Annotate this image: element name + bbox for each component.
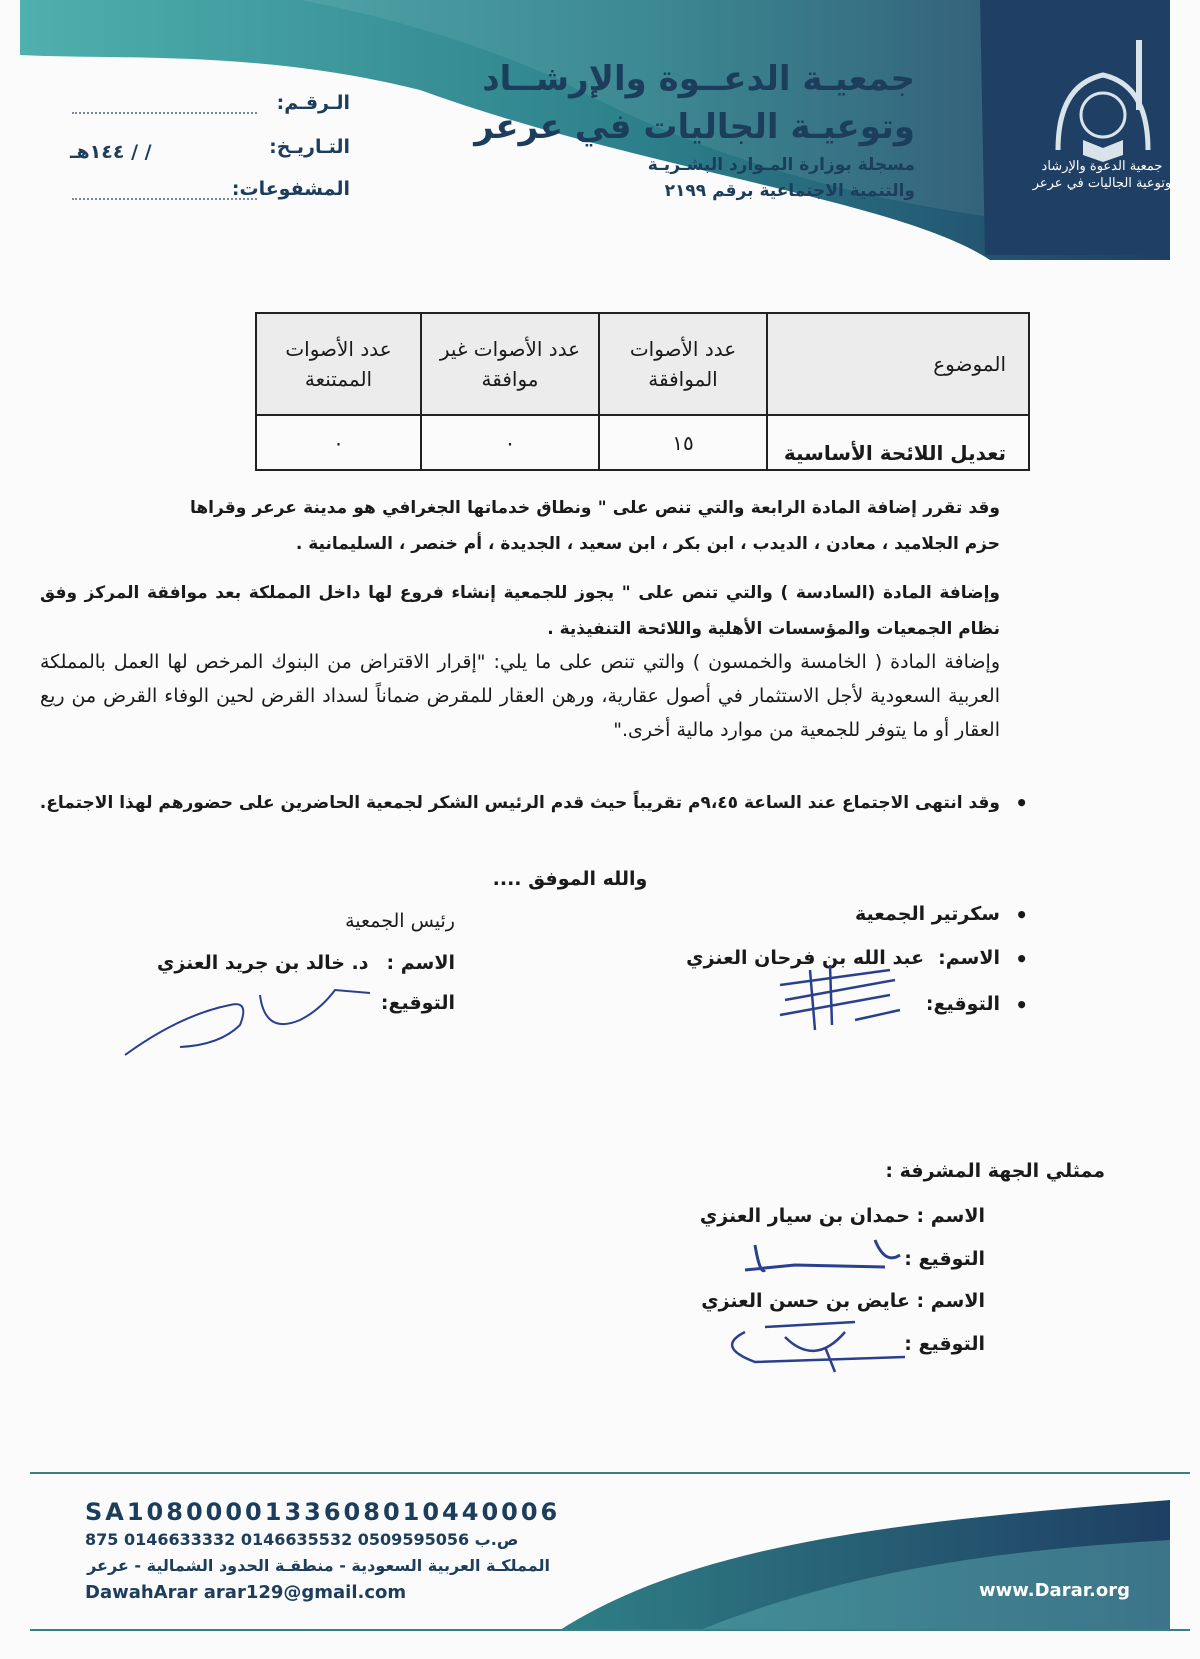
votes-table xyxy=(255,312,1030,471)
cell-abstain: ٠ xyxy=(256,415,421,470)
secretary-name: عبد الله بن فرحان العنزي xyxy=(686,947,925,969)
footer-address: المملكـة العربية السعودية - منطقـة الحدود الشمالية - عرعر xyxy=(87,1556,550,1575)
rep2-sign-label: التوقيع : xyxy=(904,1333,985,1355)
cell-reject: ٠ xyxy=(421,415,599,470)
footer-contacts: 875 ص.ب 0509595056 0146635532 0146633332 xyxy=(85,1530,519,1549)
rep1-signature xyxy=(735,1225,915,1285)
rep2-name: الاسم : عايض بن حسن العنزي xyxy=(701,1290,985,1312)
secretary-name-label: • الاسم: xyxy=(938,947,1000,969)
table-header-row xyxy=(256,313,1029,415)
president-signature xyxy=(120,975,380,1065)
footer-social[interactable]: DawahArar arar129@gmail.com xyxy=(85,1582,407,1603)
cell-subject: تعديل اللائحة الأساسية xyxy=(767,415,1029,470)
paragraph-meeting-end: • وقد انتهى الاجتماع عند الساعة ٩،٤٥م تقريباً حيث قدم الرئيس الشكر لجمعية الحاضرين على حضورهم لهذا الاجتماع. xyxy=(35,785,1000,821)
date-value: / / ١٤٤هـ xyxy=(70,141,152,163)
cell-approve: ١٥ xyxy=(599,415,767,470)
ref-number-field xyxy=(72,112,257,114)
closing-text: والله الموفق .... xyxy=(492,868,648,890)
footer-website[interactable]: www.Darar.org xyxy=(979,1580,1130,1601)
president-name: د. خالد بن جريد العنزي xyxy=(156,952,369,974)
secretary-title: • سكرتير الجمعية xyxy=(855,903,1000,925)
paragraph-article-6: وإضافة المادة (السادسة ) والتي تنص على " يجوز للجمعية إنشاء فروع لها داخل المملكة بعد موافقة المركز وفق نظام الجمعيات والمؤسسات الأهلية واللائحة التنفيذية . xyxy=(40,583,1000,639)
footer-iban: SA1080000133608010440006 xyxy=(85,1498,561,1526)
header-abstain: عدد الأصوات الممتنعة xyxy=(256,313,421,415)
registration-line2: والتنمية الاجتماعية برقم ٢١٩٩ xyxy=(664,181,915,201)
paragraph-article-55: وإضافة المادة ( الخامسة والخمسون ) والتي تنص على ما يلي: "إقرار الاقتراض من البنوك المرخص لها العمل بالمملكة العربية السعودية لأجل الاستثمار في أصول عقارية، ورهن العقار للمقرض ضماناً لسداد القرض لحين الوفاء القرض من ريع العقار أو ما يتوفر للجمعية من موارد مالية أخرى." xyxy=(40,651,1000,741)
rep1-sign-label: التوقيع : xyxy=(904,1248,985,1270)
organization-name xyxy=(474,55,915,151)
attachments-field xyxy=(72,198,257,200)
table-row xyxy=(256,415,1029,470)
header-approve: عدد الأصوات الموافقة xyxy=(599,313,767,415)
paragraph-article-4: وقد تقرر إضافة المادة الرابعة والتي تنص على " ونطاق خدماتها الجغرافي هو مدينة عرعر وقراها حزم الجلاميد ، معادن ، الديدب ، ابن بكر ، ابن سعيد ، الجديدة ، أم خنصر ، السليمانية . xyxy=(190,498,1000,554)
registration-info xyxy=(648,152,915,204)
org-name-line1: جمعيـة الدعــوة والإرشــاد xyxy=(482,59,915,99)
supervisor-title: ممثلي الجهة المشرفة : xyxy=(885,1160,1105,1182)
logo-caption-line1: جمعية الدعوة والإرشاد xyxy=(1041,159,1163,174)
header-reject: عدد الأصوات غير موافقة xyxy=(421,313,599,415)
attachments-label: المشفوعات: xyxy=(231,178,350,200)
date-label: التـاريـخ: xyxy=(269,136,350,158)
rep2-signature xyxy=(705,1312,925,1377)
president-name-label: الاسم : xyxy=(386,952,455,974)
footer-banner xyxy=(0,1440,1200,1659)
president-title: رئيس الجمعية xyxy=(345,910,455,932)
registration-line1: مسجلة بوزارة المـوارد البشـريـة xyxy=(647,155,915,175)
logo-caption xyxy=(1032,158,1172,192)
secretary-sign-label: • التوقيع: xyxy=(926,993,1000,1015)
org-name-line2: وتوعيـة الجاليات في عرعر xyxy=(474,107,915,147)
president-name-row xyxy=(157,952,455,974)
header-subject: الموضوع xyxy=(767,313,1029,415)
ref-number-label: الـرقـم: xyxy=(276,92,350,114)
secretary-signature xyxy=(770,965,910,1035)
rep1-name: الاسم : حمدان بن سيار العنزي xyxy=(699,1205,985,1227)
president-sign-label: التوقيع: xyxy=(380,992,455,1014)
logo-caption-line2: وتوعية الجاليات في عرعر xyxy=(1032,176,1172,191)
